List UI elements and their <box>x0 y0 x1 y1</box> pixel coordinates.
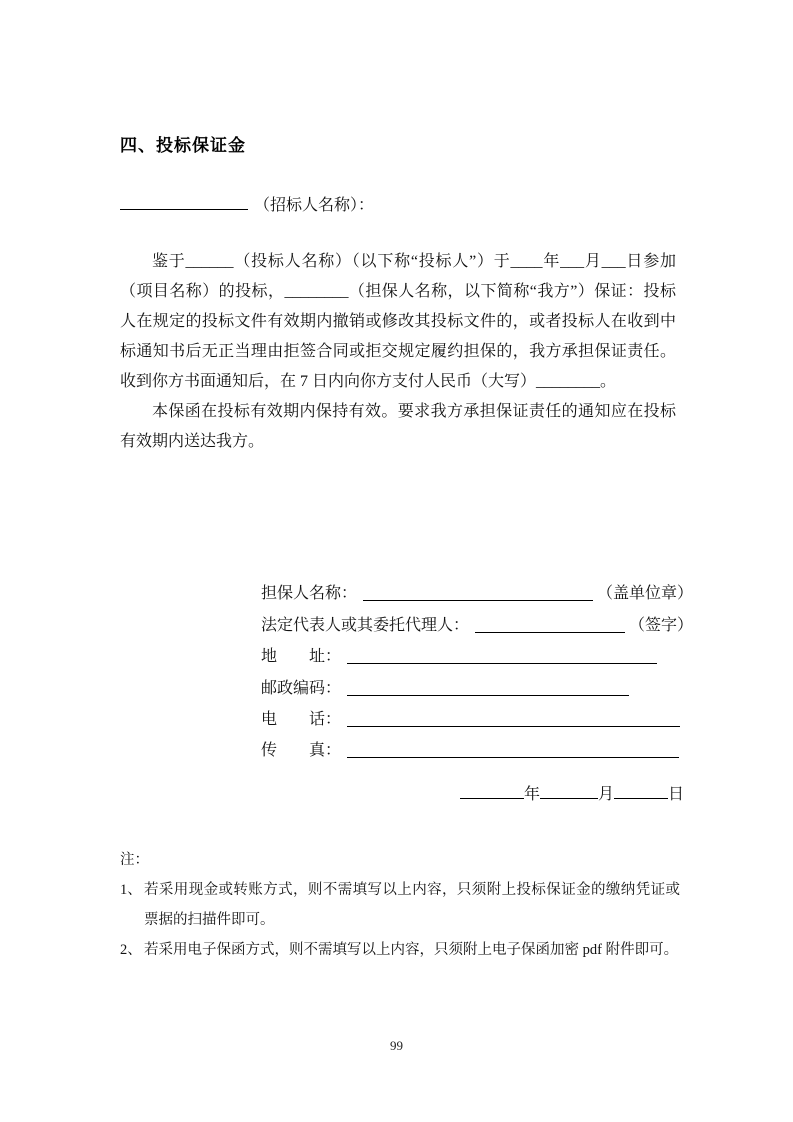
telephone-blank-line <box>347 708 680 727</box>
fax-blank-line <box>347 739 679 758</box>
notes-heading: 注： <box>120 852 149 868</box>
note-item-1 <box>120 875 680 935</box>
field-row-fax <box>261 729 693 760</box>
note-item-2 <box>120 935 680 965</box>
section-title: 四、投标保证金 <box>120 136 246 155</box>
page-number: 99 <box>390 1038 403 1053</box>
field-row-postal-code <box>261 666 693 697</box>
telephone-label: 电 话： <box>261 710 342 728</box>
guarantor-name-blank-line <box>363 582 593 601</box>
signature-block <box>261 572 693 760</box>
date-day-label: 日 <box>668 786 685 803</box>
note-2-text: 若采用电子保函方式，则不需填写以上内容，只须附上电子保函加密 pdf 附件即可。 <box>144 942 679 958</box>
date-line <box>460 781 684 804</box>
date-day-blank-line <box>614 782 668 799</box>
field-row-legal-representative <box>261 603 693 634</box>
body-text <box>120 247 676 457</box>
address-blank-line <box>347 645 657 664</box>
guarantor-name-suffix: （盖单位章） <box>596 585 693 603</box>
field-row-telephone <box>261 698 693 729</box>
fax-label: 传 真： <box>261 742 342 760</box>
legal-representative-suffix: （签字） <box>628 616 693 634</box>
postal-code-label: 邮政编码： <box>261 679 342 697</box>
body-paragraph-1: 鉴于______（投标人名称）（以下称“投标人”）于____年___月___日参加（项目名称）的投标，________（担保人名称，以下简称“我方”）保证：投标人在规定的投标文件有效期内撤销或修改其投标文件的，或者投标人在收到中标通知书后无正当理由拒签合同或拒交规定履约担保的，我方承担保证责任。收到你方书面通知后，在 7 日内向你方支付人民币（大写）________。 <box>120 253 676 390</box>
addressee-line <box>120 193 374 219</box>
date-month-label: 月 <box>598 786 615 803</box>
field-row-guarantor-name <box>261 572 693 603</box>
postal-code-blank-line <box>347 677 629 696</box>
note-1-marker: 1、 <box>120 882 142 898</box>
legal-representative-blank-line <box>475 614 625 633</box>
field-row-address <box>261 635 693 666</box>
date-month-blank-line <box>540 782 598 799</box>
notes-section <box>120 845 680 965</box>
note-1-text: 若采用现金或转账方式，则不需填写以上内容，只须附上投标保证金的缴纳凭证或票据的扫描件即可。 <box>144 882 680 928</box>
guarantor-name-label: 担保人名称： <box>261 585 358 603</box>
addressee-blank-line <box>120 193 248 210</box>
date-year-label: 年 <box>524 786 541 803</box>
date-year-blank-line <box>460 782 524 799</box>
note-2-marker: 2、 <box>120 942 142 958</box>
addressee-label: （招标人名称）： <box>254 197 375 214</box>
body-paragraph-2: 本保函在投标有效期内保持有效。要求我方承担保证责任的通知应在投标有效期内送达我方。 <box>120 403 676 450</box>
legal-representative-label: 法定代表人或其委托代理人： <box>261 616 470 634</box>
address-label: 地 址： <box>261 648 342 666</box>
